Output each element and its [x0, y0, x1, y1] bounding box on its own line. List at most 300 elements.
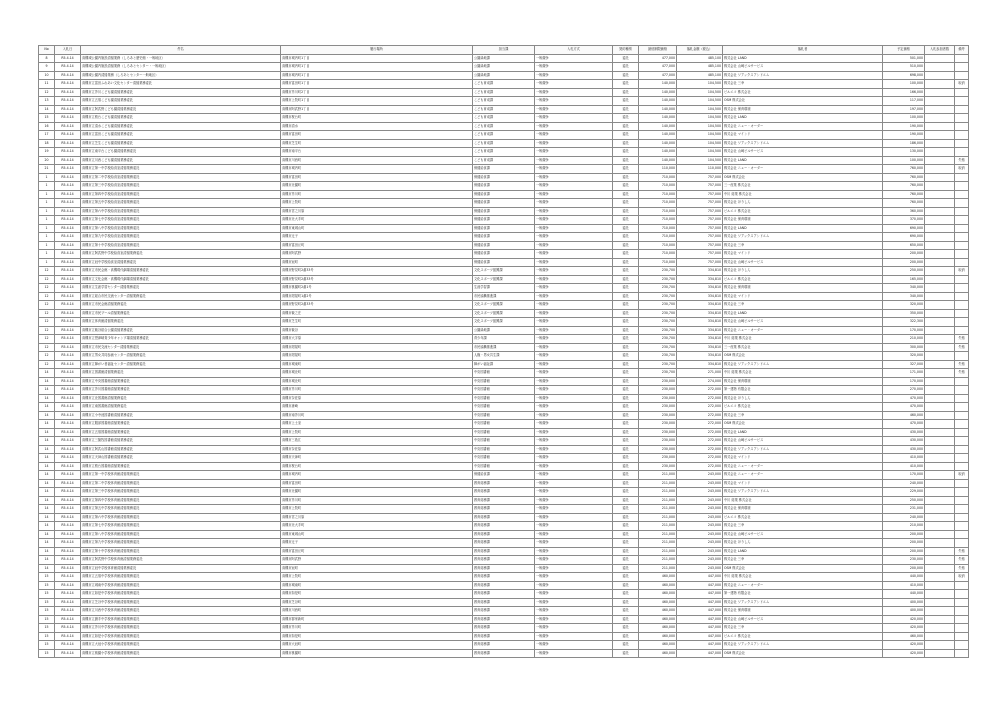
table-cell	[955, 292, 969, 301]
table-row	[39, 496, 969, 505]
table-cell	[925, 190, 955, 199]
table-cell: 文化スポーツ振興課	[473, 275, 535, 284]
table-cell: 230,000	[639, 454, 677, 463]
table-row	[39, 139, 969, 148]
table-cell: 211,000	[639, 513, 677, 522]
table-cell: 一般競争	[535, 318, 613, 327]
table-cell: 一般競争	[535, 275, 613, 284]
table-cell: 高槻市立桃園小学校体育館清掃業務委託	[81, 649, 281, 658]
table-cell: R5.4.14	[55, 547, 81, 556]
table-cell: 高槻市立第五中学校給食室清掃業務委託	[81, 199, 281, 208]
table-cell: 230,700	[639, 284, 677, 293]
table-cell: 委託	[613, 148, 639, 157]
table-cell: 460,000	[639, 632, 677, 641]
table-cell: 一般競争	[535, 216, 613, 225]
table-cell: 170,000	[883, 326, 925, 335]
table-cell: 211,000	[639, 547, 677, 556]
table-cell: 14	[39, 505, 55, 514]
table-cell: 230,000	[639, 394, 677, 403]
table-cell: 11	[39, 80, 55, 89]
table-cell: 447,000	[677, 590, 723, 599]
table-cell: 400,000	[883, 598, 925, 607]
table-cell: 高槻市立芝生こども園清掃業務委託	[81, 139, 281, 148]
table-cell	[955, 199, 969, 208]
table-cell: 一般競争	[535, 403, 613, 412]
table-cell	[925, 182, 955, 191]
table-cell: 株式会社 ワアックスアンドエム	[723, 488, 883, 497]
table-row	[39, 88, 969, 97]
table-cell: 高槻市立第六中学校給食室清掃業務委託	[81, 207, 281, 216]
table-cell: 一般競争	[535, 97, 613, 106]
table-cell: 高槻市川西町	[281, 607, 473, 616]
table-cell: 第一建物 有限会社	[723, 590, 883, 599]
table-cell: 高槻市北園町	[281, 488, 473, 497]
table-cell	[925, 428, 955, 437]
table-cell: 高槻市桃園町2番1号	[281, 284, 473, 293]
table-cell: ビルエコ 株式会社	[723, 88, 883, 97]
table-cell: 一般競争	[535, 207, 613, 216]
table-cell: 保健給食課	[473, 233, 535, 242]
table-cell	[925, 258, 955, 267]
table-cell: R5.4.14	[55, 360, 81, 369]
table-cell: 200,000	[883, 530, 925, 539]
table-cell	[955, 173, 969, 182]
table-cell	[925, 301, 955, 310]
header-cell: No	[39, 46, 55, 55]
table-cell	[925, 309, 955, 318]
table-cell: 高槻市立図書館清掃業務委託	[81, 369, 281, 378]
table-row	[39, 241, 969, 250]
table-cell: 高槻市芝谷町	[281, 598, 473, 607]
table-cell: 460,000	[639, 581, 677, 590]
table-cell: 高槻市立第一中学校体育館清掃業務委託	[81, 471, 281, 480]
table-cell: 12	[39, 292, 55, 301]
table-cell: 高槻市立如是小学校体育館清掃業務委託	[81, 632, 281, 641]
table-cell: 10	[39, 71, 55, 80]
table-cell: 一般競争	[535, 556, 613, 565]
table-cell	[925, 641, 955, 650]
table-cell: 14	[39, 539, 55, 548]
table-cell: 委託	[613, 284, 639, 293]
table-cell: R5.4.14	[55, 182, 81, 191]
table-cell: 230,700	[639, 352, 677, 361]
table-cell: 211,000	[639, 479, 677, 488]
table-cell	[955, 190, 969, 199]
table-cell	[925, 377, 955, 386]
table-cell: 477,000	[639, 63, 677, 72]
table-row	[39, 224, 969, 233]
table-cell	[925, 411, 955, 420]
table-cell: 教育総務課	[473, 556, 535, 565]
table-cell: 委託	[613, 513, 639, 522]
table-cell: 104,500	[677, 114, 723, 123]
table-cell: 320,000	[883, 352, 925, 361]
table-cell	[925, 139, 955, 148]
table-cell: 14	[39, 488, 55, 497]
table-cell: 一般競争	[535, 369, 613, 378]
table-cell	[925, 530, 955, 539]
table-cell: 委託	[613, 165, 639, 174]
table-cell: 760,000	[883, 165, 925, 174]
table-cell: R5.4.14	[55, 250, 81, 259]
table-cell: 12	[39, 309, 55, 318]
table-cell: R5.4.14	[55, 352, 81, 361]
header-row	[39, 46, 969, 55]
table-cell: R5.4.14	[55, 564, 81, 573]
table-cell: 一般競争	[535, 530, 613, 539]
table-cell: 230,700	[639, 309, 677, 318]
table-cell: R5.4.14	[55, 284, 81, 293]
table-cell: 株式会社 ニュー・オーダー	[723, 165, 883, 174]
table-cell	[955, 122, 969, 131]
table-cell	[955, 615, 969, 624]
table-cell	[955, 148, 969, 157]
table-cell: 211,000	[639, 564, 677, 573]
table-cell: 447,000	[677, 649, 723, 658]
table-cell: 高槻市阿武野	[281, 250, 473, 259]
table-cell	[955, 420, 969, 429]
table-cell	[925, 122, 955, 131]
table-row	[39, 360, 969, 369]
table-cell	[955, 403, 969, 412]
table-cell: 760,000	[883, 190, 925, 199]
table-cell: 一般競争	[535, 547, 613, 556]
table-cell: R5.4.14	[55, 190, 81, 199]
table-cell: 高槻市三島江	[281, 437, 473, 446]
table-cell: 高槻市立大冠小学校体育館清掃業務委託	[81, 641, 281, 650]
table-cell	[955, 462, 969, 471]
table-cell	[955, 496, 969, 505]
table-row	[39, 428, 969, 437]
table-cell	[925, 598, 955, 607]
table-cell: 470,000	[883, 403, 925, 412]
table-cell	[955, 216, 969, 225]
table-cell	[925, 471, 955, 480]
table-cell: 460,000	[883, 632, 925, 641]
table-cell: 高槻市城北町	[281, 377, 473, 386]
table-cell	[955, 624, 969, 633]
table-cell: 株式会社 ニュー・オーダー	[723, 581, 883, 590]
table-row	[39, 505, 969, 514]
table-cell: 一般競争	[535, 488, 613, 497]
table-cell: 株式会社 ワアックスアンドエム	[723, 233, 883, 242]
table-cell: 高槻市立阿武山図書館清掃業務委託	[81, 445, 281, 454]
table-cell: 14	[39, 462, 55, 471]
table-cell: 一般競争	[535, 292, 613, 301]
table-cell: 教育総務課	[473, 488, 535, 497]
table-cell: 一般競争	[535, 148, 613, 157]
table-cell: 委託	[613, 352, 639, 361]
table-cell: 高槻市立阿武野中学校給食室清掃業務委託	[81, 250, 281, 259]
table-cell: 委託	[613, 386, 639, 395]
table-cell: 中央図書館	[473, 437, 535, 446]
table-cell: R5.4.14	[55, 369, 81, 378]
table-cell: 230,700	[639, 369, 677, 378]
table-cell: 株式会社 ワアックスアンドエム	[723, 71, 883, 80]
table-cell: 高槻市立中央図書館清掃業務委託	[81, 377, 281, 386]
table-cell: 400,000	[883, 607, 925, 616]
table-cell: 一般競争	[535, 462, 613, 471]
table-cell: 保健給食課	[473, 182, 535, 191]
table-cell	[925, 63, 955, 72]
table-cell: 中央図書館	[473, 428, 535, 437]
table-cell: 保健給食課	[473, 165, 535, 174]
table-cell: 650,000	[883, 241, 925, 250]
table-cell: 14	[39, 530, 55, 539]
table-cell: 高槻市清水	[281, 122, 473, 131]
table-cell: 334,810	[677, 352, 723, 361]
table-cell: 高槻市立桜台こども園清掃業務委託	[81, 114, 281, 123]
table-cell: 保健給食課	[473, 190, 535, 199]
table-cell: 14	[39, 496, 55, 505]
table-cell: 14	[39, 420, 55, 429]
table-cell	[925, 284, 955, 293]
table-cell	[925, 199, 955, 208]
table-cell	[955, 581, 969, 590]
table-cell: 334,810	[677, 301, 723, 310]
table-cell: 高槻市立如是中学校体育館清掃業務委託	[81, 590, 281, 599]
table-cell: 高槻市阿武野	[281, 556, 473, 565]
table-cell: 高槻市富田丘町	[281, 241, 473, 250]
table-cell: 15	[39, 615, 55, 624]
table-row	[39, 598, 969, 607]
table-cell	[955, 63, 969, 72]
table-cell: 株式会社 保育環境	[723, 505, 883, 514]
table-cell: 青少年課	[473, 335, 535, 344]
header-cell: 履行場所	[281, 46, 473, 55]
table-cell: 757,000	[677, 216, 723, 225]
table-cell: 高槻市立第四中学校給食室清掃業務委託	[81, 190, 281, 199]
table-row	[39, 54, 969, 63]
table-cell: 14	[39, 454, 55, 463]
table-cell: 高槻市郡家新町	[281, 615, 473, 624]
table-cell: 委託	[613, 428, 639, 437]
table-cell: R5.4.14	[55, 496, 81, 505]
table-cell: 140,000	[639, 105, 677, 114]
table-cell: 委託	[613, 105, 639, 114]
table-cell	[925, 114, 955, 123]
table-cell: 第一建物 有限会社	[723, 386, 883, 395]
table-cell	[925, 513, 955, 522]
table-cell: 委託	[613, 615, 639, 624]
table-cell: 株式会社 山崎ビルサービス	[723, 530, 883, 539]
table-cell	[955, 505, 969, 514]
table-cell: 710,000	[639, 207, 677, 216]
table-cell: 272,000	[677, 420, 723, 429]
table-cell: 410,000	[883, 454, 925, 463]
table-cell: R5.4.14	[55, 488, 81, 497]
table-cell: R5.4.14	[55, 377, 81, 386]
table-cell: 高槻市紺屋町	[281, 343, 473, 352]
table-cell: 104,500	[677, 97, 723, 106]
table-cell: 中央図書館	[473, 394, 535, 403]
table-cell: 一般競争	[535, 114, 613, 123]
table-cell: 高槻市城内町	[281, 165, 473, 174]
table-cell: 委託	[613, 522, 639, 531]
table-row	[39, 258, 969, 267]
table-cell: 334,810	[677, 309, 723, 318]
table-row	[39, 394, 969, 403]
table-cell: 一般競争	[535, 284, 613, 293]
table-cell: 15	[39, 632, 55, 641]
table-cell: 15	[39, 598, 55, 607]
table-cell: 231,000	[883, 505, 925, 514]
table-row	[39, 590, 969, 599]
table-cell: ビルエコ 株式会社	[723, 207, 883, 216]
table-cell: R5.4.14	[55, 428, 81, 437]
table-cell: R5.4.14	[55, 607, 81, 616]
table-row	[39, 207, 969, 216]
table-cell: 14	[39, 377, 55, 386]
table-cell: 一般競争	[535, 267, 613, 276]
table-cell: 104,500	[677, 139, 723, 148]
table-cell: 委託	[613, 564, 639, 573]
table-cell: 委託	[613, 394, 639, 403]
table-cell: 12	[39, 360, 55, 369]
table-cell: 高槻市城北町	[281, 369, 473, 378]
table-cell: 失格	[955, 564, 969, 573]
table-cell: 委託	[613, 411, 639, 420]
table-cell: 140,000	[639, 156, 677, 165]
table-cell	[925, 352, 955, 361]
table-cell: 委託	[613, 377, 639, 386]
table-cell: 一般競争	[535, 394, 613, 403]
table-cell: 一般競争	[535, 326, 613, 335]
table-cell: 327,000	[883, 360, 925, 369]
table-cell: R5.4.14	[55, 326, 81, 335]
table-cell: OSM 株式会社	[723, 649, 883, 658]
table-cell: 757,000	[677, 233, 723, 242]
table-row	[39, 615, 969, 624]
table-cell: 710,000	[639, 199, 677, 208]
table-cell	[925, 360, 955, 369]
table-cell: 高槻市立第三中学校給食室清掃業務委託	[81, 182, 281, 191]
table-cell: 485,100	[677, 71, 723, 80]
table-cell: 高槻市立文化会館・高槻現代劇場清掃業務委託	[81, 275, 281, 284]
table-cell	[955, 632, 969, 641]
table-row	[39, 377, 969, 386]
table-cell: 485,100	[677, 54, 723, 63]
table-cell: 420,000	[883, 649, 925, 658]
table-cell: 一般競争	[535, 71, 613, 80]
table-cell	[955, 284, 969, 293]
table-cell: 一般競争	[535, 199, 613, 208]
table-cell: 株式会社 ワアックスアンドエム	[723, 641, 883, 650]
table-cell: 14	[39, 428, 55, 437]
table-cell	[925, 556, 955, 565]
table-cell: 211,000	[639, 530, 677, 539]
table-cell: 211,000	[639, 522, 677, 531]
table-cell	[955, 250, 969, 259]
table-cell	[925, 403, 955, 412]
table-cell: R5.4.14	[55, 105, 81, 114]
table-cell: 委託	[613, 573, 639, 582]
table-cell: 211,000	[639, 496, 677, 505]
table-cell: R5.4.14	[55, 615, 81, 624]
table-cell: 430,000	[883, 437, 925, 446]
table-cell: 16	[39, 122, 55, 131]
table-cell: 高槻市立男女共同参画センター清掃業務委託	[81, 352, 281, 361]
table-cell: 高槻市立第三中学校体育館清掃業務委託	[81, 488, 281, 497]
header-cell: 件名	[81, 46, 281, 55]
table-cell: 高槻市立第二中学校体育館清掃業務委託	[81, 479, 281, 488]
table-cell: 12	[39, 275, 55, 284]
table-cell: 14	[39, 513, 55, 522]
table-cell: 委託	[613, 250, 639, 259]
table-cell: 株式会社 山崎ビルサービス	[723, 437, 883, 446]
table-cell: 高槻市天神町	[281, 454, 473, 463]
table-cell: 高槻市野見町2番33号	[281, 301, 473, 310]
table-cell: 230,700	[639, 267, 677, 276]
table-cell: 334,810	[677, 292, 723, 301]
table-cell: 保健給食課	[473, 216, 535, 225]
table-cell: 334,810	[677, 275, 723, 284]
table-cell: 取消	[955, 165, 969, 174]
table-cell: 230,700	[639, 301, 677, 310]
table-cell: 140,000	[639, 148, 677, 157]
table-cell: 322,300	[883, 318, 925, 327]
table-cell: 高槻市立冠中学校体育館清掃業務委託	[81, 564, 281, 573]
table-cell: 株式会社 マインド	[723, 292, 883, 301]
table-cell: 高槻市立富田ふれあい文化センター清掃業務委託	[81, 80, 281, 89]
table-cell: 高槻市立富田こども園清掃業務委託	[81, 131, 281, 140]
table-cell: 高槻市芥川町	[281, 386, 473, 395]
table-cell: R5.4.14	[55, 233, 81, 242]
table-cell: こども育成課	[473, 148, 535, 157]
procurement-results-table	[38, 45, 969, 658]
table-cell	[925, 97, 955, 106]
table-cell: 一般競争	[535, 182, 613, 191]
table-cell: 障がい福祉課	[473, 360, 535, 369]
table-cell: 一般競争	[535, 649, 613, 658]
table-row	[39, 182, 969, 191]
table-cell: 公園緑地課	[473, 63, 535, 72]
table-cell	[955, 386, 969, 395]
table-row	[39, 420, 969, 429]
table-cell: 710,000	[639, 190, 677, 199]
table-cell: 委託	[613, 496, 639, 505]
table-cell: 委託	[613, 624, 639, 633]
table-cell: R5.4.14	[55, 71, 81, 80]
table-cell: 高槻市大字原	[281, 335, 473, 344]
table-cell: 1	[39, 216, 55, 225]
table-cell: 高槻市上土室	[281, 420, 473, 429]
table-cell: 100,000	[883, 114, 925, 123]
table-cell: 保健給食課	[473, 224, 535, 233]
table-cell: 高槻市野見町2番33号	[281, 275, 473, 284]
table-cell: 高槻市城東町	[281, 360, 473, 369]
table-cell: 委託	[613, 403, 639, 412]
table-cell: R5.4.14	[55, 131, 81, 140]
table-cell: 501,000	[883, 54, 925, 63]
table-cell: 高槻市立市民会館清掃業務委託	[81, 301, 281, 310]
table-cell: 株式会社 ワアックスアンドエム	[723, 445, 883, 454]
table-cell: 12	[39, 326, 55, 335]
table-cell: 210,000	[883, 335, 925, 344]
header-cell: 最低制限価格	[639, 46, 677, 55]
table-cell: 一般競争	[535, 335, 613, 344]
table-row	[39, 607, 969, 616]
table-cell: R5.4.14	[55, 394, 81, 403]
table-cell: 委託	[613, 54, 639, 63]
table-row	[39, 352, 969, 361]
table-cell: R5.4.14	[55, 241, 81, 250]
table-cell: 243,000	[677, 547, 723, 556]
table-cell: 高槻市冠町	[281, 564, 473, 573]
table-cell: 委託	[613, 581, 639, 590]
table-cell: 高槻市富田町1丁目	[281, 80, 473, 89]
table-cell: 230,000	[639, 462, 677, 471]
